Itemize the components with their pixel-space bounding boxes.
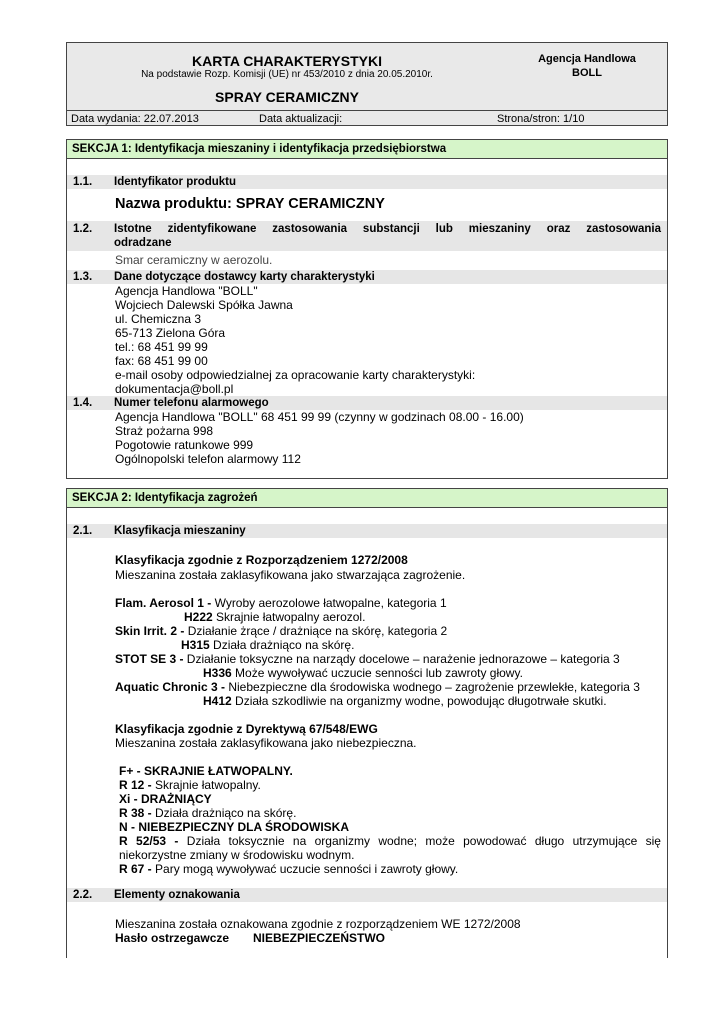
hazard-statement: H315 Działa drażniąco na skórę. — [181, 638, 355, 652]
risk-phrase: R 12 - Skrajnie łatwopalny. — [119, 778, 261, 792]
section-1-title: SEKCJA 1: Identyfikacja mieszaniny i identyfikacja przedsiębiorstwa — [67, 140, 667, 159]
subsection-label: Elementy oznakowania — [114, 889, 240, 901]
section-2-title: SEKCJA 2: Identyfikacja zagrożeń — [67, 489, 667, 508]
issue-date: Data wydania: 22.07.2013 — [71, 113, 199, 125]
header-divider — [67, 110, 667, 111]
risk-phrase: R 52/53 - Działa toksycznie na organizmy wodne; może powodować długo utrzymujące się niekorzystne zmiany w środowisku wodnym. — [119, 834, 661, 862]
symbol-n: N - NIEBEZPIECZNY DLA ŚRODOWISKA — [119, 820, 350, 834]
hazard-class: Flam. Aerosol 1 - Wyroby aerozolowe łatwopalne, kategoria 1 — [115, 596, 447, 610]
subsection-2-1-header — [67, 524, 667, 538]
hazard-statement: H412 Działa szkodliwie na organizmy wodne, powodując długotrwałe skutki. — [203, 694, 607, 708]
subsection-1-1-header — [67, 175, 667, 189]
document-title: KARTA CHARAKTERYSTYKI — [191, 53, 383, 69]
emergency-line: Straż pożarna 998 — [115, 424, 214, 438]
subsection-number: 2.1. — [73, 525, 93, 537]
supplier-line: ul. Chemiczna 3 — [115, 312, 202, 326]
product-title: SPRAY CERAMICZNY — [215, 89, 359, 105]
supplier-line: 65-713 Zielona Góra — [115, 326, 226, 340]
risk-phrase: R 38 - Działa drażniąco na skórę. — [119, 806, 297, 820]
signal-word: NIEBEZPIECZEŃSTWO — [253, 931, 386, 945]
update-date: Data aktualizacji: — [259, 113, 343, 125]
dsd-title: Klasyfikacja zgodnie z Dyrektywą 67/548/EWG — [115, 722, 378, 736]
hazard-statement: H336 Może wywoływać uczucie senności lub zawroty głowy. — [203, 666, 523, 680]
subsection-1-3-header — [67, 270, 667, 284]
hazard-class: Aquatic Chronic 3 - Niebezpieczne dla środowiska wodnego – zagrożenie przewlekłe, kategoria 3 — [115, 680, 640, 694]
supplier-line: Wojciech Dalewski Spółka Jawna — [115, 298, 293, 312]
supplier-line: Agencja Handlowa "BOLL" — [115, 284, 258, 298]
subsection-2-2-header — [67, 888, 667, 902]
symbol-fplus: F+ - SKRAJNIE ŁATWOPALNY. — [119, 764, 293, 778]
labelling-text: Mieszanina została oznakowana zgodnie z rozporządzeniem WE 1272/2008 — [115, 917, 521, 931]
clp-text: Mieszanina została zaklasyfikowana jako stwarzająca zagrożenie. — [115, 568, 466, 582]
subsection-label: Numer telefonu alarmowego — [114, 397, 269, 409]
subsection-label-cont: odradzane — [114, 237, 172, 249]
regulation-subtitle: Na podstawie Rozp. Komisji (UE) nr 453/2010 z dnia 20.05.2010r. — [141, 69, 433, 80]
subsection-number: 1.3. — [73, 271, 93, 283]
subsection-label: Istotne zidentyfikowane zastosowania substancji lub mieszaniny oraz zastosowania — [114, 223, 661, 235]
supplier-line: e-mail osoby odpowiedzialnej za opracowanie karty charakterystyki: — [115, 368, 476, 382]
subsection-1-4-header — [67, 396, 667, 410]
subsection-1-2-header — [67, 221, 667, 251]
emergency-line: Ogólnopolski telefon alarmowy 112 — [115, 452, 301, 466]
section-2 — [66, 488, 668, 958]
supplier-email[interactable]: dokumentacja@boll.pl — [115, 382, 234, 396]
company-name-line2: BOLL — [572, 67, 602, 79]
use-description: Smar ceramiczny w aerozolu. — [115, 253, 273, 267]
subsection-label: Klasyfikacja mieszaniny — [114, 525, 246, 537]
subsection-number: 1.1. — [73, 176, 93, 188]
hazard-class: Skin Irrit. 2 - Działanie żrące / drażniące na skórę, kategoria 2 — [115, 624, 448, 638]
hazard-statement: H222 Skrajnie łatwopalny aerozol. — [184, 610, 366, 624]
subsection-number: 2.2. — [73, 889, 93, 901]
subsection-number: 1.2. — [73, 223, 93, 235]
section-1 — [66, 139, 668, 479]
subsection-label: Identyfikator produktu — [114, 176, 237, 188]
symbol-xi: Xi - DRAŻNIĄCY — [119, 792, 212, 806]
signal-word-label: Hasło ostrzegawcze — [115, 931, 230, 945]
emergency-line: Agencja Handlowa "BOLL" 68 451 99 99 (czynny w godzinach 08.00 - 16.00) — [115, 410, 524, 424]
clp-title: Klasyfikacja zgodnie z Rozporządzeniem 1272/2008 — [115, 553, 408, 567]
emergency-line: Pogotowie ratunkowe 999 — [115, 438, 254, 452]
subsection-label: Dane dotyczące dostawcy karty charakterystyki — [114, 271, 375, 283]
document-header — [66, 42, 668, 126]
product-name: Nazwa produktu: SPRAY CERAMICZNY — [115, 196, 385, 212]
company-name-line1: Agencja Handlowa — [538, 53, 636, 65]
supplier-phone: tel.: 68 451 99 99 — [115, 340, 208, 354]
subsection-number: 1.4. — [73, 397, 93, 409]
supplier-fax: fax: 68 451 99 00 — [115, 354, 208, 368]
risk-phrase: R 67 - Pary mogą wywoływać uczucie senności i zawroty głowy. — [119, 862, 459, 876]
dsd-text: Mieszanina została zaklasyfikowana jako niebezpieczna. — [115, 736, 417, 750]
page-number: Strona/stron: 1/10 — [497, 113, 585, 125]
hazard-class: STOT SE 3 - Działanie toksyczne na narządy docelowe – narażenie jednorazowe – kategoria 3 — [115, 652, 620, 666]
